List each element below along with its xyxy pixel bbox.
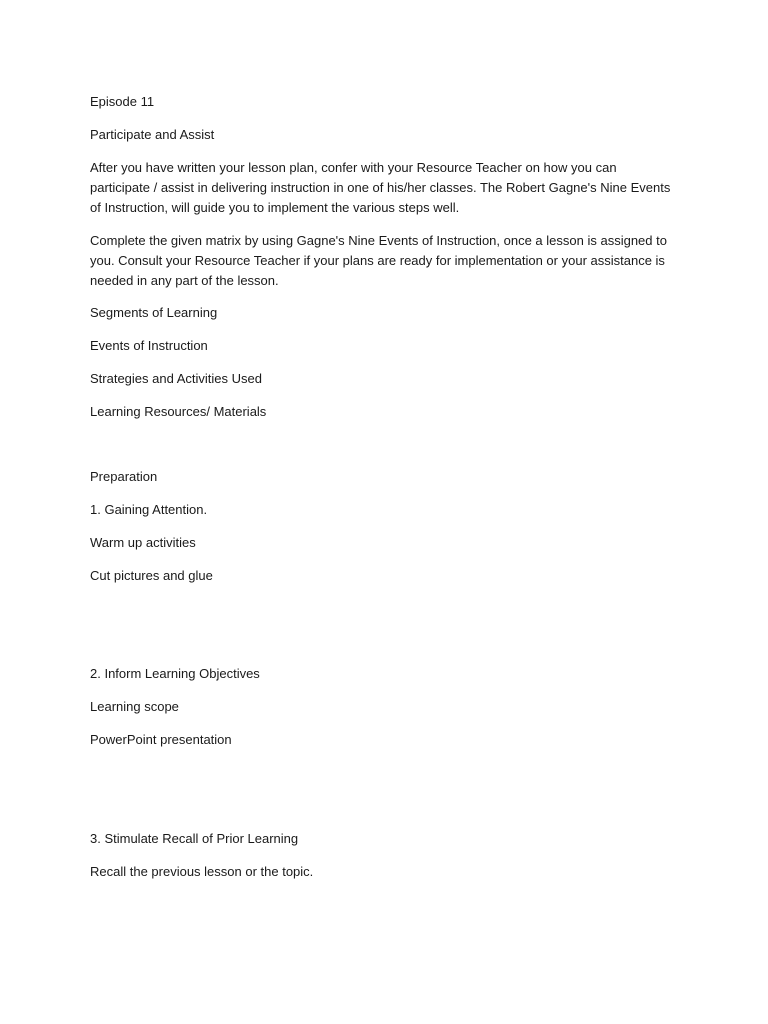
event-1-resource: Cut pictures and glue — [90, 568, 213, 583]
intro-paragraph: After you have written your lesson plan, confer with your Resource Teacher on how you can participate / assist in delivering instruction in one of his/her classes. The Robert Gagne's Nine Events of Instruction, will guide you to implement the various steps well. — [90, 160, 671, 215]
event-3-strategy: Recall the previous lesson or the topic. — [90, 864, 314, 879]
instructions-paragraph: Complete the given matrix by using Gagne's Nine Events of Instruction, once a lesson is assigned to you. Consult your Resource Teacher if your plans are ready for implementation or your assistance is needed in any part of the lesson. — [90, 233, 667, 288]
event-2-resource: PowerPoint presentation — [90, 732, 232, 747]
event-2-strategy: Learning scope — [90, 699, 179, 714]
matrix-header-segments: Segments of Learning — [90, 305, 218, 320]
matrix-header-strategies: Strategies and Activities Used — [90, 371, 262, 386]
segment-label: Preparation — [90, 469, 158, 484]
episode-label: Episode 11 — [90, 94, 155, 109]
matrix-header-resources: Learning Resources/ Materials — [90, 404, 267, 419]
matrix-header-events: Events of Instruction — [90, 338, 208, 353]
document-title: Participate and Assist — [90, 127, 215, 142]
event-3-title: 3. Stimulate Recall of Prior Learning — [90, 831, 299, 846]
event-2-title: 2. Inform Learning Objectives — [90, 666, 260, 681]
event-1-strategy: Warm up activities — [90, 535, 196, 550]
event-1-title: 1. Gaining Attention. — [90, 502, 208, 517]
